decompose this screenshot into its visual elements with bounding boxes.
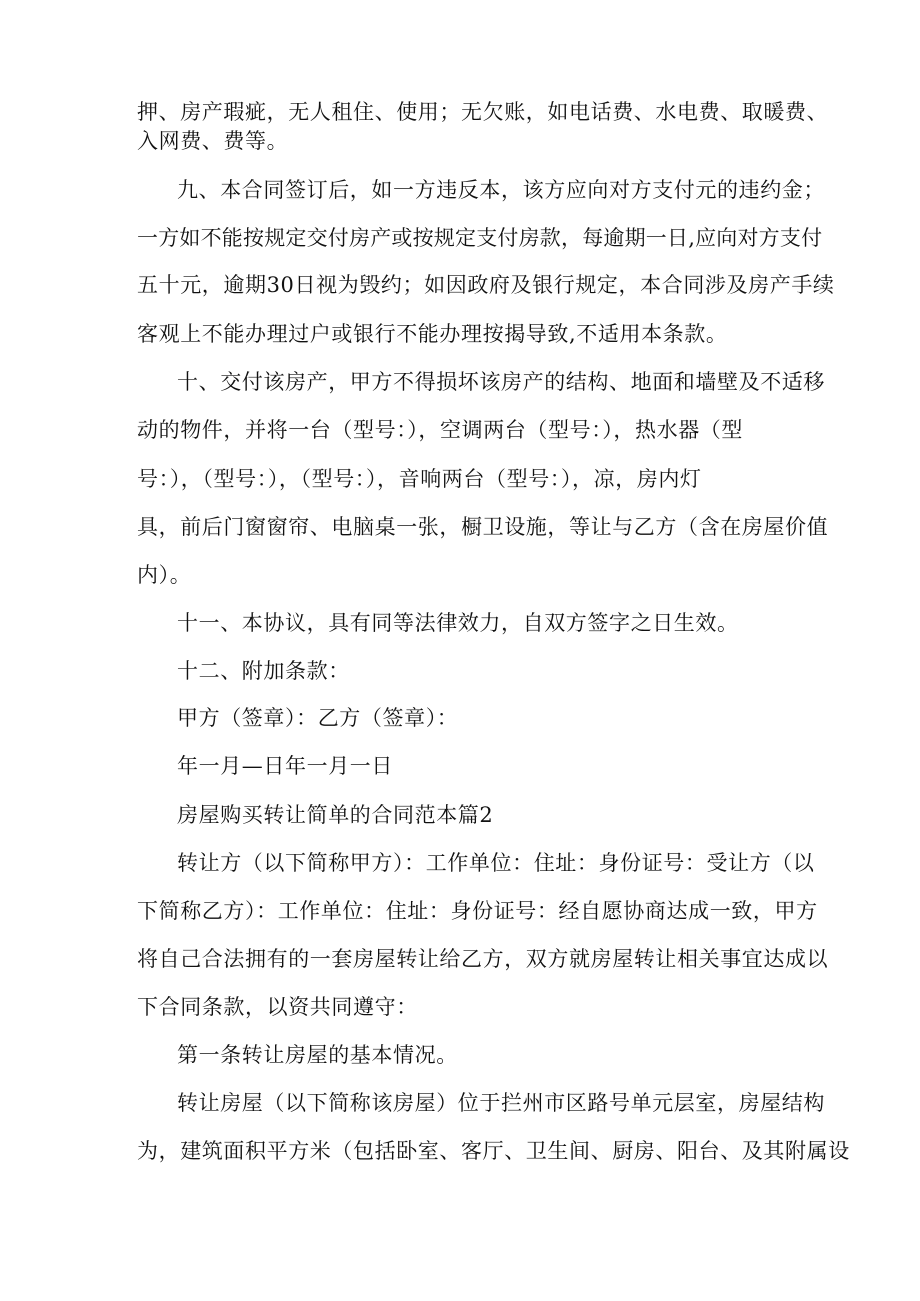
date-line: 年一月—日年一月一日 xyxy=(177,754,393,778)
text-line: 转让方（以下简称甲方）：工作单位：住址：身份证号：受让方（以 xyxy=(177,851,815,875)
article-one-heading: 第一条转让房屋的基本情况。 xyxy=(177,1043,458,1067)
text-line: 客观上不能办理过户或银行不能办理按揭导致,不适用本条款。 xyxy=(137,322,728,346)
text-line: 号：），（型号：），（型号：），音响两台（型号：），凉，房内灯 xyxy=(137,467,702,491)
clause-eleven: 十一、本协议，具有同等法律效力，自双方签字之日生效。 xyxy=(177,611,739,635)
text-line: 转让房屋（以下简称该房屋）位于拦州市区路号单元层室，房屋结构 xyxy=(177,1091,825,1115)
text-line: 将自己合法拥有的一套房屋转让给乙方，双方就房屋转让相关事宜达成以 xyxy=(137,947,829,971)
text-line: 一方如不能按规定交付房产或按规定支付房款，每逾期一日,应向对方支付 xyxy=(137,226,823,250)
text-line: 下合同条款，以资共同遵守： xyxy=(137,995,418,1019)
text-line: 入网费、费等。 xyxy=(137,129,289,153)
text-line: 押、房产瑕疵，无人租住、使用；无欠账，如电话费、水电费、取暖费、 xyxy=(137,100,829,124)
clause-ten: 十、交付该房产，甲方不得损坏该房产的结构、地面和墙壁及不适移 xyxy=(177,370,825,394)
text-line: 内）。 xyxy=(137,563,192,587)
text-line: 五十元，逾期30日视为毁约；如因政府及银行规定，本合同涉及房产手续 xyxy=(137,273,835,297)
text-line: 为，建筑面积平方米（包括卧室、客厅、卫生间、厨房、阳台、及其附属设 xyxy=(137,1139,850,1163)
clause-twelve: 十二、附加条款： xyxy=(177,659,350,683)
section-title: 房屋购买转让简单的合同范本篇2 xyxy=(177,803,494,827)
text-line: 下简称乙方）：工作单位：住址：身份证号：经自愿协商达成一致，甲方 xyxy=(137,899,818,923)
signature-line: 甲方（签章）：乙方（签章）： xyxy=(177,706,459,730)
clause-nine: 九、本合同签订后，如一方违反本，该方应向对方支付元的违约金； xyxy=(177,178,825,202)
text-line: 具，前后门窗窗帘、电脑桌一张，橱卫设施，等让与乙方（含在房屋价值 xyxy=(137,515,829,539)
text-line: 动的物件，并将一台（型号：），空调两台（型号：），热水器（型 xyxy=(137,418,743,442)
